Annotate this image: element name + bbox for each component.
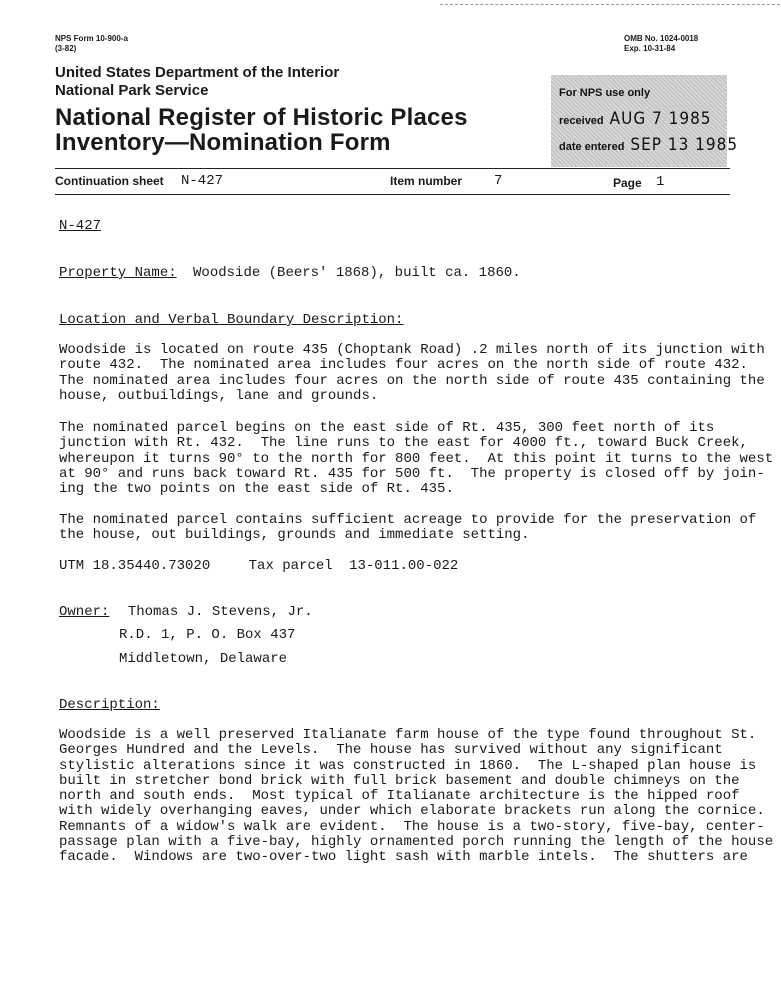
form-number: [55, 34, 128, 54]
owner-row: [59, 605, 313, 621]
utm-row: [59, 559, 458, 575]
form-title-line2: Inventory—Nomination Form: [55, 129, 391, 156]
continuation-sheet-value: N-427: [181, 173, 224, 189]
continuation-sheet-label: Continuation sheet: [55, 174, 164, 188]
stamp-received-label: received: [559, 115, 604, 127]
expiration-text: Exp. 10-31-84: [624, 44, 676, 53]
location-paragraph-2: The nominated parcel begins on the east side of Rt. 435, 300 feet north of its junction with Rt. 432. The line runs to the east for 4000 ft., toward Buck Creek, whereupon it turns 90° to the north for 800 feet. At this point it turns to the west at 90° and runs back toward Rt. 435 for 500 ft. The property is closed off by join- ing the two points on the east side of Rt. 435.: [59, 420, 774, 498]
site-number: N-427: [59, 218, 102, 234]
form-title-line1: National Register of Historic Places: [55, 104, 468, 131]
stamp-received-row: [559, 109, 712, 129]
location-paragraph-1: Woodside is located on route 435 (Choptank Road) .2 miles north of its junction with route 432. The nominated area includes four acres on the north side of route 432. The nominated area includes four acres on the north side of route 435 containing the house, outbuildings, lane and grounds.: [59, 342, 765, 404]
owner-address-line2: Middletown, Delaware: [119, 651, 288, 667]
agency-name: National Park Service: [55, 82, 209, 99]
department-name: United States Department of the Interior: [55, 64, 340, 81]
location-heading: Location and Verbal Boundary Description:: [59, 312, 404, 328]
description-paragraph: Woodside is a well preserved Italianate farm house of the type found throughout St. Georges Hundred and the Levels. The house has survived without any significant stylistic alterations since it was constructed in 1860. The L-shaped plan house is built in stretcher bond brick with full brick basement and double chimneys on the north and south ends. Most typical of Italianate architecture is the hipped roof with widely overhanging eaves, under which elaborate brackets run along the cornice. Remnants of a widow's walk are evident. The house is a two-story, five-bay, center- passage plan with a five-bay, highly ornamented porch running the length of the house facade. Windows are two-over-two light sash with marble intels. The shutters are: [59, 727, 774, 866]
form-number-text: NPS Form 10-900-a: [55, 34, 128, 43]
item-number-label: Item number: [390, 174, 463, 188]
property-name-row: [59, 266, 521, 282]
form-revision-text: (3-82): [55, 44, 77, 53]
header-rule-top: [55, 168, 730, 169]
utm-reference: UTM 18.35440.73020: [59, 558, 211, 574]
header-rule-bottom: [55, 194, 730, 195]
nps-use-stamp-box: [551, 75, 739, 167]
stamp-entered-label: date entered: [559, 141, 625, 153]
description-heading: Description:: [59, 697, 160, 713]
omb-number-text: OMB No. 1024-0018: [624, 34, 699, 43]
location-paragraph-3: The nominated parcel contains sufficient acreage to provide for the preservation of the house, out buildings, grounds and immediate setting.: [59, 512, 757, 544]
stamp-heading: For NPS use only: [559, 87, 651, 99]
stamp-entered-row: [559, 135, 738, 155]
property-name-label: Property Name:: [59, 265, 177, 281]
page-value: 1: [656, 174, 665, 190]
page-label: Page: [613, 176, 642, 190]
property-name-value: Woodside (Beers' 1868), built ca. 1860.: [193, 265, 521, 281]
scan-artifact-line: [440, 4, 780, 5]
tax-parcel-value: 13-011.00-022: [349, 558, 459, 574]
stamp-entered-date: SEP 13 1985: [630, 135, 739, 155]
owner-label: Owner:: [59, 604, 110, 620]
stamp-received-date: AUG 7 1985: [609, 109, 712, 129]
tax-parcel-label: Tax parcel: [248, 558, 333, 574]
owner-name: Thomas J. Stevens, Jr.: [127, 604, 313, 620]
owner-address-line1: R.D. 1, P. O. Box 437: [119, 627, 296, 643]
omb-info: [624, 34, 698, 54]
item-number-value: 7: [494, 173, 503, 189]
